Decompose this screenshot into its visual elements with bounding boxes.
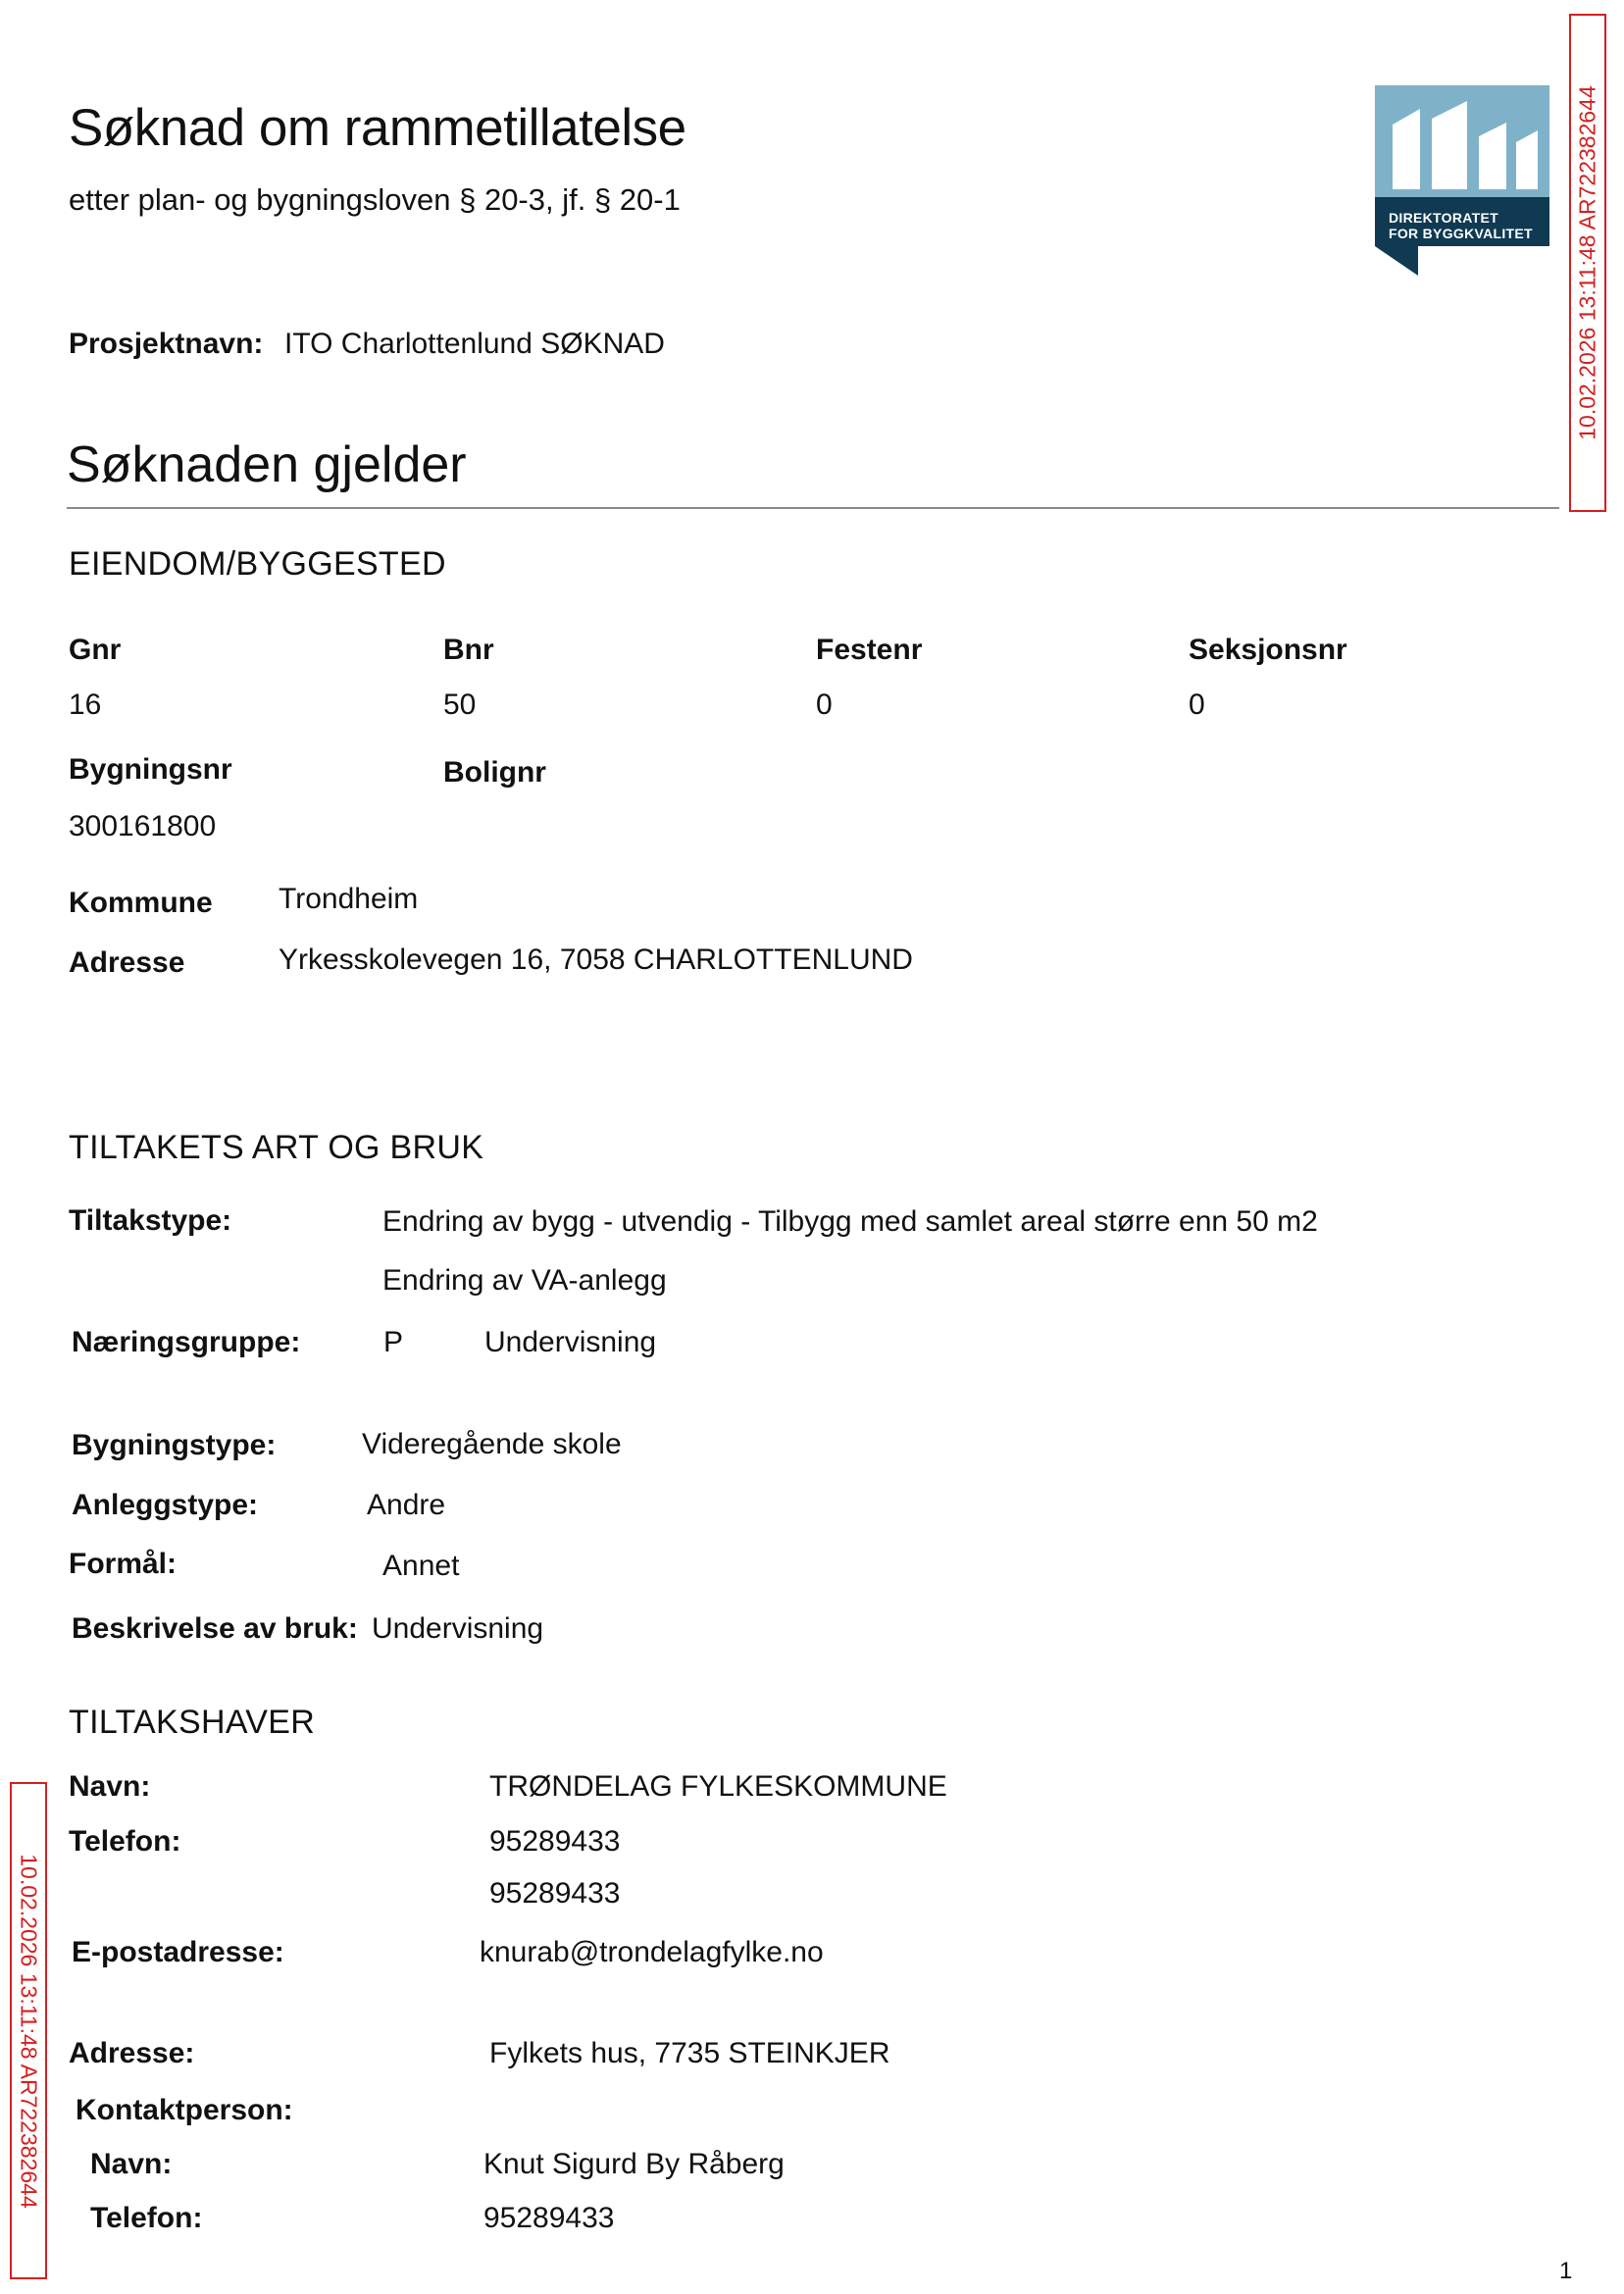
applicant-phone-value-2: 95289433	[489, 1877, 621, 1910]
contact-name-value: Knut Sigurd By Råberg	[483, 2148, 785, 2180]
logo-text-line1: DIREKTORATET	[1389, 210, 1498, 226]
kommune-label: Kommune	[69, 887, 213, 919]
contact-phone-value: 95289433	[483, 2202, 615, 2234]
naeringsgruppe-value: Undervisning	[484, 1326, 657, 1358]
beskrivelse-label: Beskrivelse av bruk:	[72, 1612, 358, 1645]
applicant-heading: TILTAKSHAVER	[69, 1704, 316, 1741]
dibk-logo-graphic	[1375, 85, 1549, 276]
gnr-value: 16	[69, 688, 102, 721]
bnr-label: Bnr	[443, 634, 494, 666]
tiltakstype-label: Tiltakstype:	[69, 1204, 232, 1237]
seksjonsnr-value: 0	[1189, 688, 1205, 721]
page-number: 1	[1559, 2258, 1573, 2284]
bnr-value: 50	[443, 688, 477, 721]
date-stamp-right-text: 10.02.2026 13:11:48 AR722382644	[1574, 85, 1600, 440]
gnr-label: Gnr	[69, 634, 122, 666]
naeringsgruppe-code: P	[383, 1326, 404, 1358]
naeringsgruppe-label: Næringsgruppe:	[72, 1326, 301, 1358]
adresse-label: Adresse	[69, 946, 185, 979]
applicant-name-label: Navn:	[69, 1770, 151, 1803]
property-heading: EIENDOM/BYGGESTED	[69, 545, 446, 583]
applicant-address-value: Fylkets hus, 7735 STEINKJER	[489, 2037, 890, 2069]
tiltakstype-value-2: Endring av VA-anlegg	[382, 1264, 667, 1297]
bygningstype-value: Videregående skole	[362, 1428, 622, 1460]
applicant-address-label: Adresse:	[69, 2037, 195, 2069]
bygningsnr-value: 300161800	[69, 810, 217, 842]
anleggstype-label: Anleggstype:	[72, 1489, 259, 1521]
tiltakstype-value-1: Endring av bygg - utvendig - Tilbygg med samlet areal større enn 50 m2	[382, 1205, 1318, 1238]
contact-person-label: Kontaktperson:	[76, 2094, 293, 2126]
bygningsnr-label: Bygningsnr	[69, 753, 232, 786]
section-title: Søknaden gjelder	[67, 436, 467, 493]
dibk-logo	[1375, 85, 1549, 276]
date-stamp-right	[1569, 14, 1606, 512]
seksjonsnr-label: Seksjonsnr	[1189, 634, 1347, 666]
contact-name-label: Navn:	[90, 2148, 173, 2180]
adresse-value: Yrkesskolevegen 16, 7058 CHARLOTTENLUND	[279, 943, 913, 976]
bygningstype-label: Bygningstype:	[72, 1429, 277, 1461]
bolignr-label: Bolignr	[443, 756, 546, 789]
formal-value: Annet	[382, 1550, 460, 1582]
anleggstype-value: Andre	[367, 1489, 446, 1521]
measure-heading: TILTAKETS ART OG BRUK	[69, 1129, 484, 1166]
festenr-label: Festenr	[816, 634, 923, 666]
kommune-value: Trondheim	[279, 883, 419, 915]
page-title: Søknad om rammetillatelse	[69, 99, 686, 157]
formal-label: Formål:	[69, 1548, 178, 1580]
contact-phone-label: Telefon:	[90, 2202, 203, 2234]
applicant-email-label: E-postadresse:	[72, 1936, 284, 1968]
date-stamp-left	[10, 1782, 47, 2279]
applicant-phone-value-1: 95289433	[489, 1825, 621, 1858]
applicant-phone-label: Telefon:	[69, 1825, 181, 1858]
logo-text-line2: FOR BYGGKVALITET	[1389, 226, 1533, 241]
page-subtitle: etter plan- og bygningsloven § 20-3, jf. § 20-1	[69, 182, 681, 217]
applicant-name-value: TRØNDELAG FYLKESKOMMUNE	[489, 1770, 947, 1803]
section-divider	[67, 507, 1559, 509]
applicant-email-value: knurab@trondelagfylke.no	[480, 1936, 824, 1968]
date-stamp-left-text: 10.02.2026 13:11:48 AR722382644	[16, 1853, 42, 2209]
project-name-label: Prosjektnavn:	[69, 328, 264, 360]
festenr-value: 0	[816, 688, 833, 721]
beskrivelse-value: Undervisning	[372, 1612, 544, 1645]
project-name-value: ITO Charlottenlund SØKNAD	[284, 328, 665, 360]
